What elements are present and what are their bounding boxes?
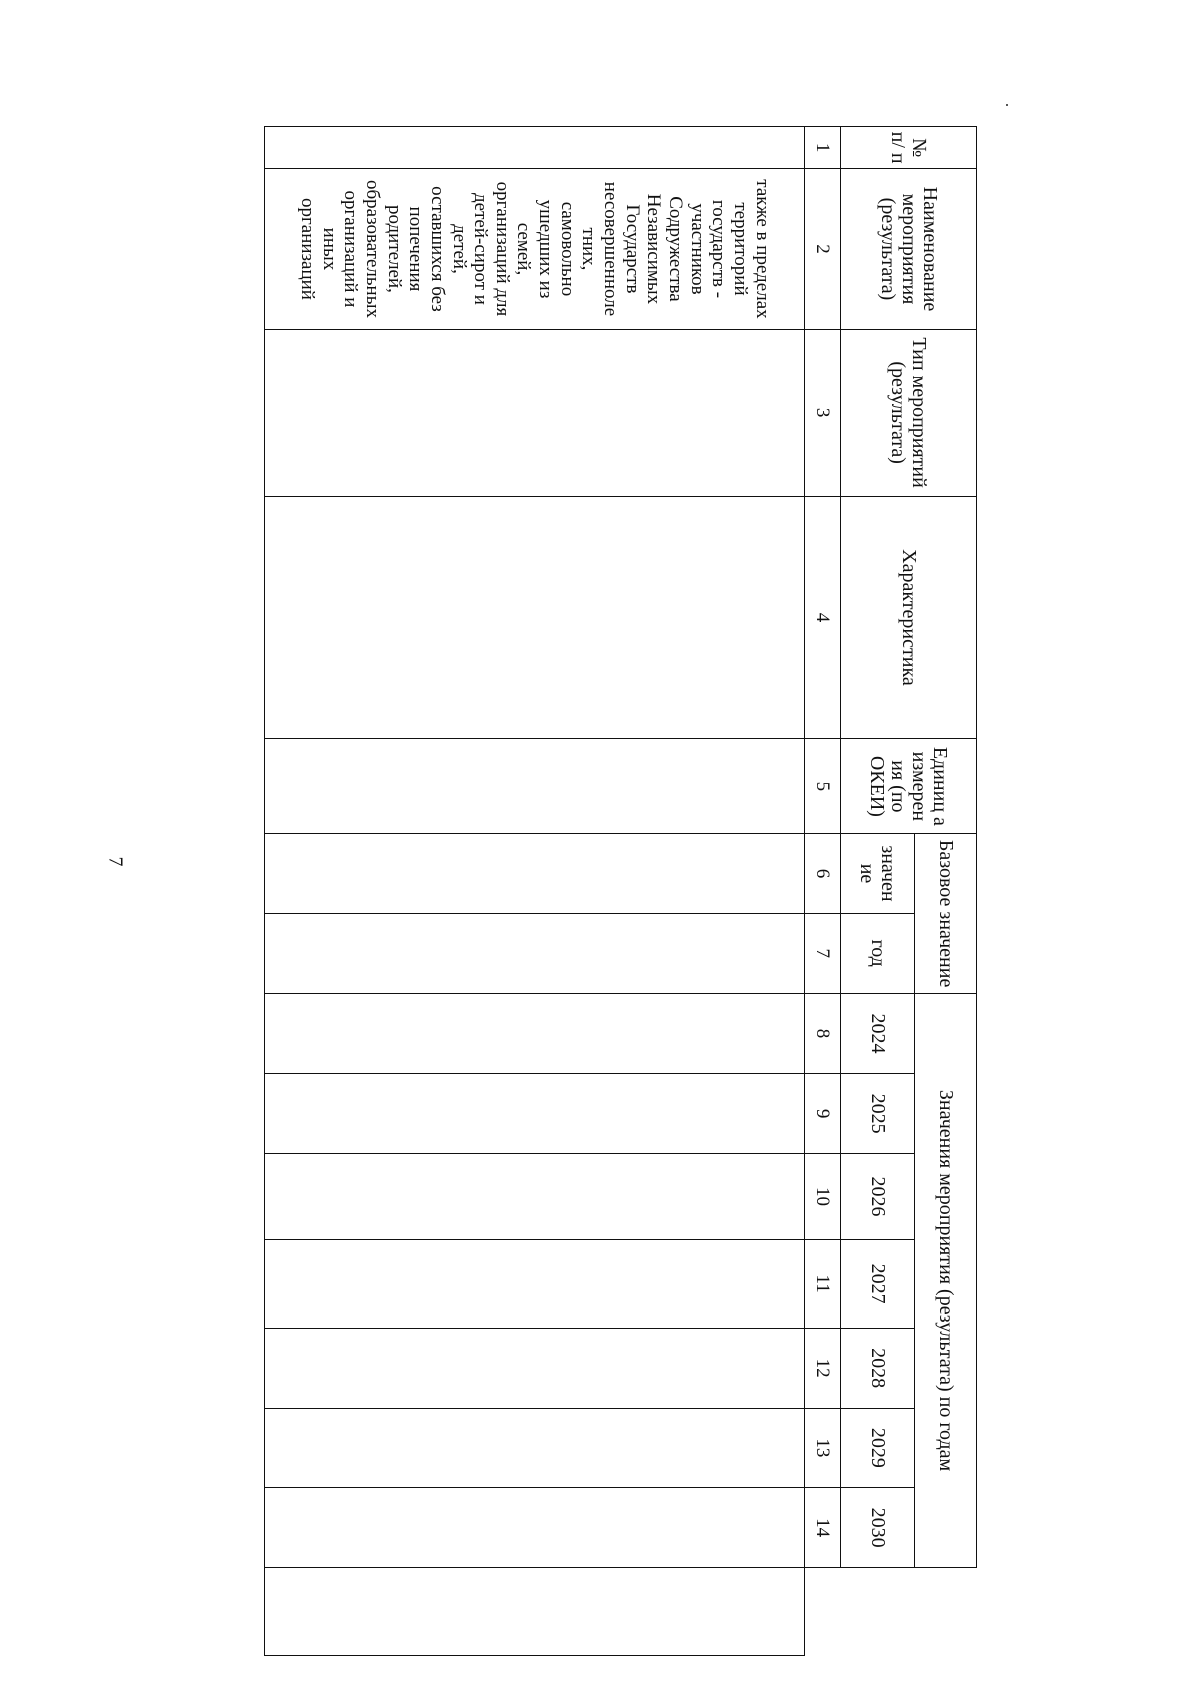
header-unit: Единиц а измерен ия (по ОКЕИ)	[841, 739, 977, 834]
header-base-group: Базовое значение	[915, 834, 977, 993]
name-line: оставшихся без	[426, 186, 448, 312]
name-line: территорий	[730, 202, 752, 296]
header-num: № п/ п	[841, 127, 977, 169]
name-line: организаций	[296, 197, 318, 300]
name-line: детей-сирот и	[470, 193, 492, 305]
colnum-14: 14	[805, 1487, 841, 1567]
header-year-2027: 2027	[841, 1239, 915, 1328]
name-line: несовершенноле	[600, 181, 622, 317]
row-value-2029	[265, 1408, 805, 1487]
row-unit	[265, 739, 805, 834]
row-value-2026	[265, 1154, 805, 1240]
colnum-10: 10	[805, 1154, 841, 1240]
header-year-2028: 2028	[841, 1328, 915, 1408]
name-line: образовательных	[361, 179, 383, 318]
name-line: попечения	[405, 206, 427, 292]
name-line: организаций и	[340, 190, 362, 308]
name-line: семей,	[513, 222, 535, 276]
header-year-2024: 2024	[841, 993, 915, 1073]
row-value-2028	[265, 1328, 805, 1408]
column-number-row	[805, 127, 841, 1656]
colnum-12: 12	[805, 1328, 841, 1408]
name-line: иных	[318, 227, 340, 271]
header-base-value: значен ие	[841, 834, 915, 913]
row-extra-cell	[265, 1568, 805, 1656]
name-line: также в пределах	[751, 179, 773, 319]
name-line: Государств	[621, 204, 643, 294]
colnum-9: 9	[805, 1074, 841, 1154]
header-characteristic: Характеристика	[841, 496, 977, 739]
colnum-8: 8	[805, 993, 841, 1073]
name-line: ушедших из	[535, 199, 557, 299]
header-base-year: год	[841, 913, 915, 993]
header-year-2026: 2026	[841, 1154, 915, 1240]
name-line: Независимых	[643, 193, 665, 305]
header-row-1	[915, 127, 977, 1656]
name-line: участников	[686, 203, 708, 295]
colnum-1: 1	[805, 127, 841, 169]
name-line: тних,	[578, 227, 600, 271]
header-year-2025: 2025	[841, 1074, 915, 1154]
row-value-2030	[265, 1487, 805, 1567]
header-name: Наименование мероприятия (результата)	[841, 169, 977, 329]
colnum-7: 7	[805, 913, 841, 993]
header-type: Тип мероприятий (результата)	[841, 329, 977, 496]
name-line: детей,	[448, 224, 470, 274]
rotated-sheet	[247, 126, 977, 1656]
page-number: 7	[104, 856, 127, 867]
colnum-3: 3	[805, 329, 841, 496]
row-value-2025	[265, 1074, 805, 1154]
row-num	[265, 127, 805, 169]
empty-corner	[915, 1568, 977, 1656]
name-line: государств -	[708, 199, 730, 299]
colnum-5: 5	[805, 739, 841, 834]
name-line: Содружества	[665, 196, 687, 302]
row-value-2024	[265, 993, 805, 1073]
empty-corner-2	[805, 1568, 841, 1656]
scan-speck	[1006, 104, 1008, 106]
header-years-group: Значения мероприятия (результата) по годам	[915, 993, 977, 1567]
colnum-2: 2	[805, 169, 841, 329]
header-year-2029: 2029	[841, 1408, 915, 1487]
name-line: самовольно	[556, 201, 578, 297]
row-type	[265, 329, 805, 496]
row-value-2027	[265, 1239, 805, 1328]
activities-table	[264, 126, 977, 1656]
table-row	[265, 127, 805, 1656]
colnum-13: 13	[805, 1408, 841, 1487]
name-line: родителей,	[383, 205, 405, 293]
name-line: организаций для	[491, 181, 513, 317]
row-base-value	[265, 834, 805, 913]
row-base-year	[265, 913, 805, 993]
colnum-6: 6	[805, 834, 841, 913]
header-year-2030: 2030	[841, 1487, 915, 1567]
row-characteristic	[265, 496, 805, 739]
colnum-4: 4	[805, 496, 841, 739]
row-name	[265, 169, 805, 329]
colnum-11: 11	[805, 1239, 841, 1328]
